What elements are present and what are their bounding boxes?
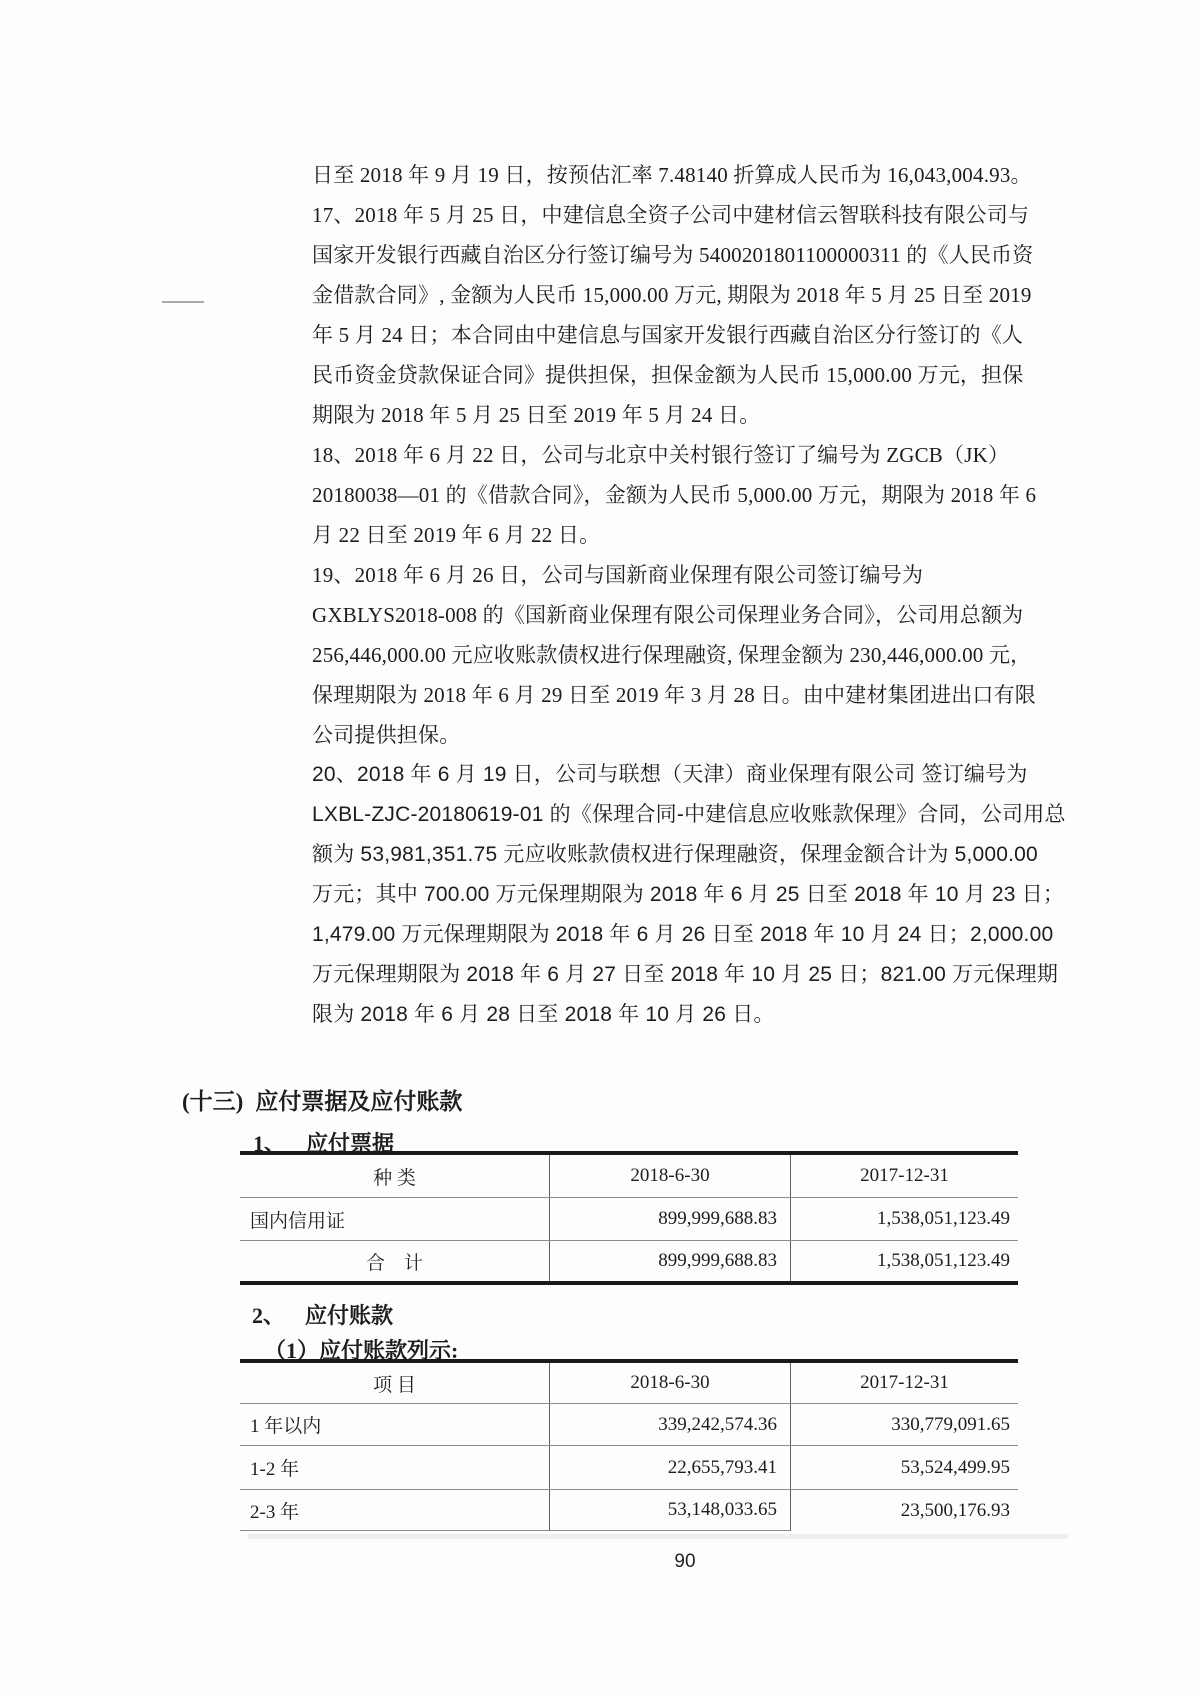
body-line: 1,479.00 万元保理期限为 2018 年 6 月 26 日至 2018 年 10 月 24 日；2,000.00 bbox=[312, 923, 1054, 946]
table-row bbox=[240, 1490, 1018, 1531]
table-header-row bbox=[240, 1155, 1018, 1198]
body-line: 限为 2018 年 6 月 28 日至 2018 年 10 月 26 日。 bbox=[312, 1003, 775, 1026]
table-row bbox=[240, 1404, 1018, 1446]
value-2018-6-30: 899,999,688.83 bbox=[549, 1198, 790, 1240]
page-number: 90 bbox=[674, 1551, 696, 1572]
row-label: 1-2 年 bbox=[250, 1459, 300, 1480]
value-2017-12-31: 53,524,499.95 bbox=[790, 1446, 1018, 1489]
section-title: 应付票据及应付账款 bbox=[255, 1089, 463, 1114]
total-value-2017-12-31: 1,538,051,123.49 bbox=[790, 1241, 1018, 1281]
value-2017-12-31: 1,538,051,123.49 bbox=[790, 1198, 1018, 1240]
body-line: 20180038—01 的《借款合同》，金额为人民币 5,000.00 万元，期限为 2018 年 6 bbox=[312, 483, 1037, 507]
body-line: GXBLYS2018-008 的《国新商业保理有限公司保理业务合同》，公司用总额为 bbox=[312, 603, 1024, 627]
section-heading bbox=[182, 1083, 462, 1116]
subsection-heading-accounts-payable bbox=[252, 1299, 393, 1330]
value-2018-6-30: 339,242,574.36 bbox=[549, 1404, 790, 1445]
body-line: 国家开发银行西藏自治区分行签订编号为 5400201801100000311 的《人民币资 bbox=[312, 243, 1034, 267]
value-2018-6-30: 53,148,033.65 bbox=[549, 1490, 790, 1531]
body-line: 17、2018 年 5 月 25 日，中建信息全资子公司中建材信云智联科技有限公司与 bbox=[312, 203, 1030, 227]
body-line: 20、2018 年 6 月 19 日，公司与联想（天津）商业保理有限公司 签订编号为 bbox=[312, 763, 1028, 786]
section-number: (十三) bbox=[182, 1089, 244, 1114]
body-line: 月 22 日至 2019 年 6 月 22 日。 bbox=[312, 523, 601, 547]
table-row bbox=[240, 1446, 1018, 1490]
body-line: 万元；其中 700.00 万元保理期限为 2018 年 6 月 25 日至 2018 年 10 月 23 日； bbox=[312, 883, 1065, 906]
body-line: 民币资金贷款保证合同》提供担保，担保金额为人民币 15,000.00 万元，担保 bbox=[312, 363, 1024, 387]
row-label: 国内信用证 bbox=[250, 1210, 346, 1232]
col-header-2018-6-30: 2018-6-30 bbox=[549, 1363, 790, 1403]
table-row bbox=[240, 1198, 1018, 1241]
row-label: 2-3 年 bbox=[240, 1490, 549, 1531]
value-2017-12-31: 23,500,176.93 bbox=[790, 1490, 1018, 1531]
table-header-row bbox=[240, 1363, 1018, 1404]
body-paragraphs bbox=[312, 155, 1066, 1035]
col-header-item: 项 目 bbox=[373, 1374, 416, 1396]
margin-dash-mark bbox=[162, 301, 204, 303]
subsection-title: 应付账款 bbox=[305, 1303, 394, 1328]
body-line: 万元保理期限为 2018 年 6 月 27 日至 2018 年 10 月 25 日；821.00 万元保理期 bbox=[312, 963, 1059, 986]
body-line: 公司提供担保。 bbox=[312, 723, 461, 747]
body-line: 日至 2018 年 9 月 19 日，按预估汇率 7.48140 折算成人民币为 16,043,004.93。 bbox=[312, 163, 1032, 187]
body-line: 期限为 2018 年 5 月 25 日至 2019 年 5 月 24 日。 bbox=[312, 403, 761, 427]
body-line: 18、2018 年 6 月 22 日，公司与北京中关村银行签订了编号为 ZGCB（JK） bbox=[312, 443, 1010, 467]
col-header-2017-12-31: 2017-12-31 bbox=[790, 1155, 1018, 1197]
total-value-2018-6-30: 899,999,688.83 bbox=[549, 1241, 790, 1281]
value-2017-12-31: 330,779,091.65 bbox=[790, 1404, 1018, 1445]
subsection-number: 2、 bbox=[252, 1303, 286, 1328]
col-header-category: 种 类 bbox=[373, 1167, 416, 1189]
body-line: 19、2018 年 6 月 26 日，公司与国新商业保理有限公司签订编号为 bbox=[312, 563, 924, 587]
body-line: 年 5 月 24 日；本合同由中建信息与国家开发银行西藏自治区分行签订的《人 bbox=[312, 323, 1024, 347]
body-line: 保理期限为 2018 年 6 月 29 日至 2019 年 3 月 28 日。由中建材集团进出口有限 bbox=[312, 683, 1036, 707]
body-line: 金借款合同》, 金额为人民币 15,000.00 万元, 期限为 2018 年 5 月 25 日至 2019 bbox=[312, 283, 1032, 307]
row-label: 1 年以内 bbox=[250, 1416, 322, 1437]
accounts-payable-table bbox=[240, 1359, 1018, 1531]
body-line: LXBL-ZJC-20180619-01 的《保理合同-中建信息应收账款保理》合同，公司用总 bbox=[312, 803, 1066, 826]
col-header-2018-6-30: 2018-6-30 bbox=[549, 1155, 790, 1197]
total-label: 合 计 bbox=[365, 1252, 423, 1274]
body-line: 256,446,000.00 元应收账款债权进行保理融资, 保理金额为 230,446,000.00 元， bbox=[312, 643, 1032, 667]
table-total-row bbox=[240, 1241, 1018, 1281]
scan-artifact bbox=[248, 1534, 1068, 1539]
value-2018-6-30: 22,655,793.41 bbox=[549, 1446, 790, 1489]
subsection-title: 应付票据 bbox=[306, 1131, 395, 1156]
notes-payable-table bbox=[240, 1151, 1018, 1285]
list-item-heading: （1）应付账款列示: bbox=[264, 1338, 459, 1363]
body-line: 额为 53,981,351.75 元应收账款债权进行保理融资，保理金额合计为 5,000.00 bbox=[312, 843, 1038, 866]
subsection-number: 1、 bbox=[253, 1131, 287, 1156]
col-header-2017-12-31: 2017-12-31 bbox=[790, 1363, 1018, 1403]
